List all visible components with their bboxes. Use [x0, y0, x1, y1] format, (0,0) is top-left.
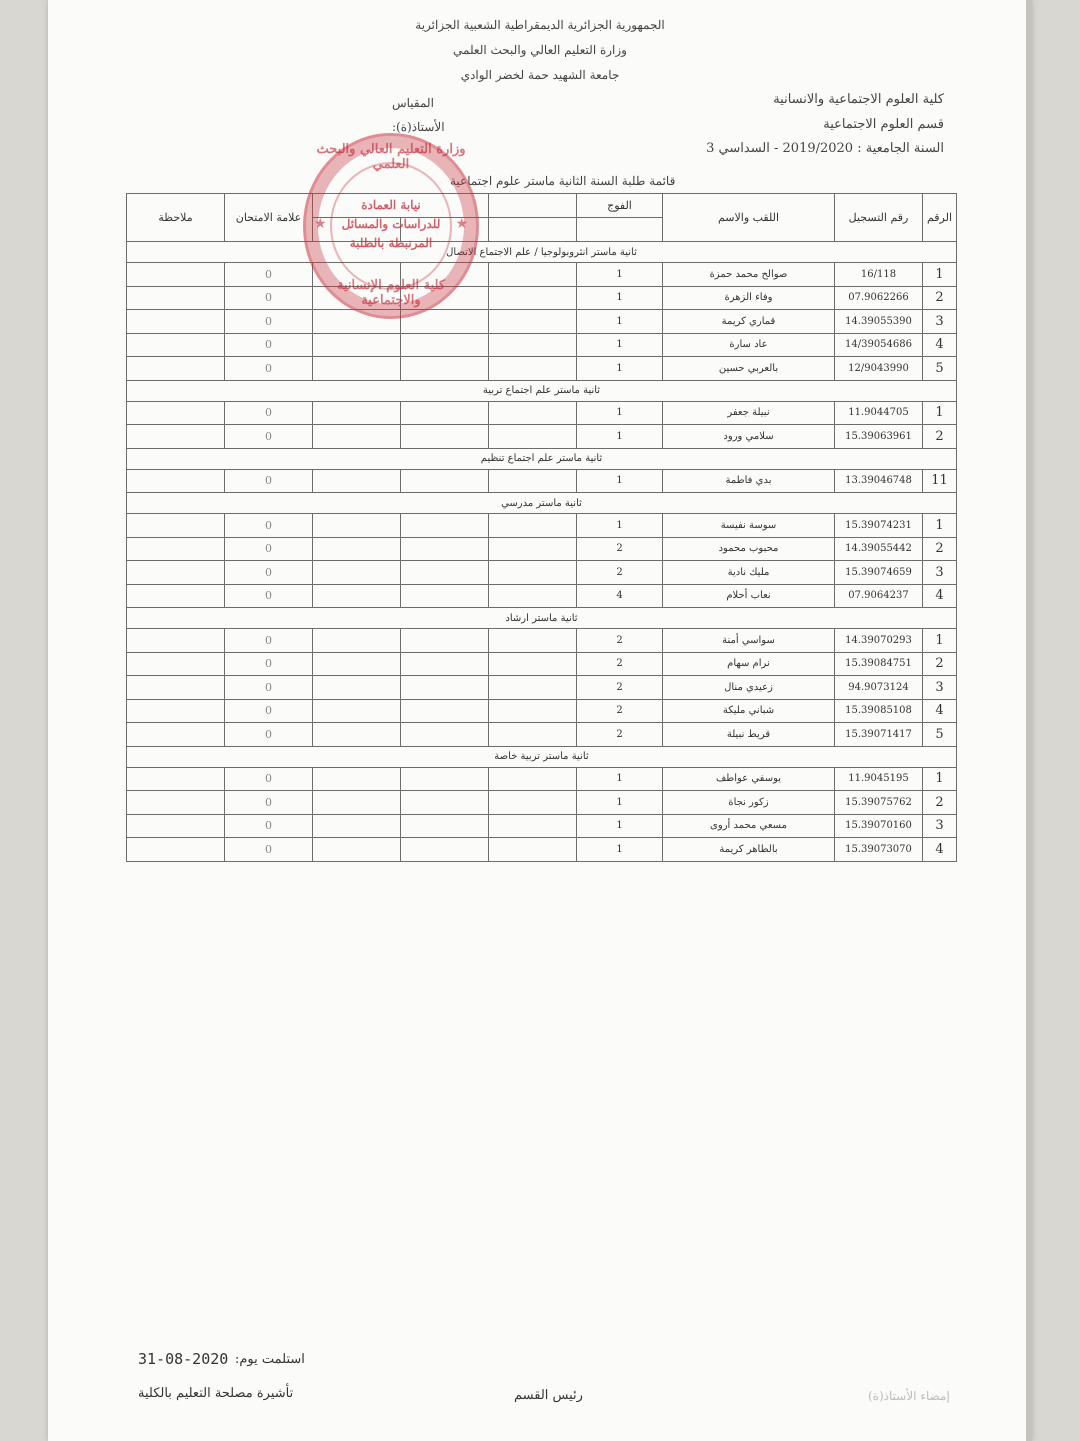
blank-cell — [401, 723, 489, 747]
blank-cell — [489, 791, 577, 815]
header-group: الفوج — [577, 194, 663, 218]
registration-number: 15.39070160 — [835, 814, 923, 838]
exam-grade: 0 — [225, 469, 313, 493]
registration-number: 15.39073070 — [835, 838, 923, 862]
blank-cell — [489, 286, 577, 310]
registration-number: 16/118 — [835, 263, 923, 287]
exam-grade: 0 — [225, 561, 313, 585]
exam-grade: 0 — [225, 401, 313, 425]
blank-cell — [489, 838, 577, 862]
registration-number: 15.39085108 — [835, 699, 923, 723]
page-edge — [1026, 0, 1032, 1441]
header-name: اللقب والاسم — [663, 194, 835, 242]
group-number: 1 — [577, 469, 663, 493]
exam-grade: 0 — [225, 584, 313, 608]
section-row — [127, 746, 957, 767]
note-cell — [127, 537, 225, 561]
table-row — [127, 561, 957, 585]
registration-number: 14.39055442 — [835, 537, 923, 561]
exam-grade: 0 — [225, 791, 313, 815]
subheader-cell — [313, 218, 401, 242]
row-number: 1 — [923, 514, 957, 538]
group-number: 2 — [577, 537, 663, 561]
blank-cell — [489, 699, 577, 723]
student-name: سواسي أمنة — [663, 629, 835, 653]
blank-cell — [313, 357, 401, 381]
blank-cell — [313, 791, 401, 815]
blank-cell — [313, 514, 401, 538]
student-name: قماري كريمة — [663, 310, 835, 334]
table-row — [127, 425, 957, 449]
note-cell — [127, 310, 225, 334]
blank-cell — [313, 723, 401, 747]
student-name: نعاب أحلام — [663, 584, 835, 608]
blank-cell — [401, 310, 489, 334]
group-number: 1 — [577, 310, 663, 334]
blank-cell — [401, 838, 489, 862]
table-row — [127, 791, 957, 815]
blank-cell — [489, 629, 577, 653]
blank-cell — [313, 676, 401, 700]
group-number: 2 — [577, 629, 663, 653]
registration-number: 94.9073124 — [835, 676, 923, 700]
note-cell — [127, 791, 225, 815]
blank-cell — [401, 263, 489, 287]
students-table — [126, 193, 957, 862]
blank-cell — [313, 333, 401, 357]
note-cell — [127, 425, 225, 449]
note-cell — [127, 723, 225, 747]
blank-cell — [489, 310, 577, 334]
blank-cell — [489, 814, 577, 838]
section-row — [127, 448, 957, 469]
exam-grade: 0 — [225, 723, 313, 747]
blank-cell — [489, 263, 577, 287]
faculty-line: كلية العلوم الاجتماعية والانسانية — [773, 92, 944, 107]
table-row — [127, 537, 957, 561]
table-row — [127, 263, 957, 287]
blank-cell — [313, 286, 401, 310]
blank-cell — [401, 357, 489, 381]
stamp-line-1: نيابة العمادة — [361, 198, 421, 212]
exam-grade: 0 — [225, 676, 313, 700]
table-row — [127, 357, 957, 381]
blank-cell — [489, 401, 577, 425]
blank-cell — [489, 561, 577, 585]
table-row — [127, 699, 957, 723]
student-name: عاد سارة — [663, 333, 835, 357]
star-icon: ★ — [455, 216, 468, 232]
exam-grade: 0 — [225, 629, 313, 653]
registration-number: 15.39071417 — [835, 723, 923, 747]
section-title: ثانية ماستر تربية خاصة — [127, 746, 957, 767]
republic-line: الجمهورية الجزائرية الديمقراطية الشعبية الجزائرية — [415, 18, 665, 32]
exam-grade: 0 — [225, 286, 313, 310]
note-cell — [127, 767, 225, 791]
row-number: 5 — [923, 723, 957, 747]
registration-number: 14/39054686 — [835, 333, 923, 357]
exam-grade: 0 — [225, 357, 313, 381]
row-number: 2 — [923, 286, 957, 310]
exam-grade: 0 — [225, 537, 313, 561]
group-number: 2 — [577, 561, 663, 585]
blank-cell — [313, 838, 401, 862]
header-num: الرقم — [923, 194, 957, 242]
exam-grade: 0 — [225, 838, 313, 862]
dept-head: رئيس القسم — [514, 1388, 583, 1403]
registration-number: 14.39070293 — [835, 629, 923, 653]
group-number: 1 — [577, 425, 663, 449]
blank-cell — [401, 333, 489, 357]
professor-label: الأستاذ(ة): — [392, 120, 445, 134]
subheader-cell — [489, 218, 577, 242]
academic-year-line: السنة الجامعية : 2019/2020 - السداسي 3 — [706, 141, 944, 156]
blank-cell — [401, 699, 489, 723]
note-cell — [127, 629, 225, 653]
row-number: 3 — [923, 561, 957, 585]
blank-cell — [401, 401, 489, 425]
student-name: صوالح محمد حمزة — [663, 263, 835, 287]
group-number: 1 — [577, 767, 663, 791]
row-number: 3 — [923, 814, 957, 838]
blank-cell — [401, 584, 489, 608]
table-row — [127, 629, 957, 653]
row-number: 1 — [923, 401, 957, 425]
note-cell — [127, 263, 225, 287]
row-number: 2 — [923, 425, 957, 449]
exam-grade: 0 — [225, 652, 313, 676]
subheader-cell — [577, 218, 663, 242]
registration-number: 15.39074231 — [835, 514, 923, 538]
registration-number: 13.39046748 — [835, 469, 923, 493]
student-name: بالعربي حسين — [663, 357, 835, 381]
ministry-line: وزارة التعليم العالي والبحث العلمي — [453, 43, 627, 57]
student-name: مليك نادية — [663, 561, 835, 585]
blank-cell — [489, 514, 577, 538]
blank-cell — [401, 286, 489, 310]
group-number: 1 — [577, 357, 663, 381]
header-blank-1 — [489, 194, 577, 218]
subject-label: المقياس — [392, 96, 434, 110]
subheader-cell — [401, 218, 489, 242]
registration-number: 14.39055390 — [835, 310, 923, 334]
blank-cell — [313, 584, 401, 608]
student-name: بالطاهر كريمة — [663, 838, 835, 862]
stamp-ring-bottom: كلية العلوم الإنسانية والاجتماعية — [336, 278, 446, 308]
blank-cell — [401, 561, 489, 585]
group-number: 2 — [577, 652, 663, 676]
blank-cell — [401, 425, 489, 449]
registration-number: 11.9045195 — [835, 767, 923, 791]
blank-cell — [401, 629, 489, 653]
table-row — [127, 310, 957, 334]
note-cell — [127, 584, 225, 608]
blank-cell — [401, 514, 489, 538]
blank-cell — [401, 814, 489, 838]
header-reg: رقم التسجيل — [835, 194, 923, 242]
blank-cell — [401, 469, 489, 493]
table-row — [127, 676, 957, 700]
table-row — [127, 401, 957, 425]
star-icon: ★ — [314, 216, 327, 232]
student-name: وفاء الزهرة — [663, 286, 835, 310]
group-number: 2 — [577, 699, 663, 723]
student-name: قريط نبيلة — [663, 723, 835, 747]
note-cell — [127, 286, 225, 310]
exam-grade: 0 — [225, 333, 313, 357]
row-number: 3 — [923, 310, 957, 334]
exam-grade: 0 — [225, 767, 313, 791]
section-title: ثانية ماستر علم اجتماع تربية — [127, 380, 957, 401]
note-cell — [127, 333, 225, 357]
stamp-line-2: للدراسات والمسائل — [341, 217, 441, 231]
exam-grade: 0 — [225, 699, 313, 723]
blank-cell — [489, 333, 577, 357]
department-line: قسم العلوم الاجتماعية — [823, 117, 944, 132]
row-number: 4 — [923, 838, 957, 862]
blank-cell — [489, 767, 577, 791]
table-row — [127, 333, 957, 357]
row-number: 2 — [923, 537, 957, 561]
note-cell — [127, 676, 225, 700]
blank-cell — [313, 699, 401, 723]
exam-grade: 0 — [225, 514, 313, 538]
blank-cell — [401, 537, 489, 561]
group-number: 2 — [577, 723, 663, 747]
table-row — [127, 652, 957, 676]
student-name: زعيدي منال — [663, 676, 835, 700]
note-cell — [127, 357, 225, 381]
registration-number: 07.9064237 — [835, 584, 923, 608]
exam-grade: 0 — [225, 425, 313, 449]
blank-cell — [313, 814, 401, 838]
registration-number: 15.39074659 — [835, 561, 923, 585]
note-cell — [127, 514, 225, 538]
blank-cell — [489, 676, 577, 700]
header-blank-2 — [313, 194, 489, 218]
table-row — [127, 838, 957, 862]
exam-grade: 0 — [225, 310, 313, 334]
group-number: 1 — [577, 286, 663, 310]
section-title: ثانية ماستر مدرسي — [127, 493, 957, 514]
table-row — [127, 584, 957, 608]
section-title: ثانية ماستر علم اجتماع تنظيم — [127, 448, 957, 469]
blank-cell — [401, 767, 489, 791]
table-row — [127, 723, 957, 747]
group-number: 1 — [577, 791, 663, 815]
blank-cell — [313, 263, 401, 287]
row-number: 1 — [923, 629, 957, 653]
group-number: 2 — [577, 676, 663, 700]
blank-cell — [489, 723, 577, 747]
blank-cell — [313, 767, 401, 791]
header-grade: علامة الامتحان — [225, 194, 313, 242]
row-number: 1 — [923, 263, 957, 287]
student-name: يوسفي عواطف — [663, 767, 835, 791]
row-number: 4 — [923, 333, 957, 357]
exam-grade: 0 — [225, 814, 313, 838]
section-title: ثانية ماستر ارشاد — [127, 608, 957, 629]
group-number: 1 — [577, 814, 663, 838]
note-cell — [127, 838, 225, 862]
section-row — [127, 380, 957, 401]
student-name: مسعي محمد أروى — [663, 814, 835, 838]
section-title: ثانية ماستر انثروبولوجيا / علم الاجتماع الاتصال — [127, 242, 957, 263]
student-name: محبوب محمود — [663, 537, 835, 561]
header-note: ملاحظة — [127, 194, 225, 242]
table-row — [127, 286, 957, 310]
student-name: سلامي ورود — [663, 425, 835, 449]
registration-number: 11.9044705 — [835, 401, 923, 425]
blank-cell — [401, 652, 489, 676]
group-number: 1 — [577, 401, 663, 425]
blank-cell — [313, 537, 401, 561]
received-label: استلمت يوم: — [235, 1352, 305, 1367]
group-number: 4 — [577, 584, 663, 608]
registration-number: 07.9062266 — [835, 286, 923, 310]
registration-number: 15.39084751 — [835, 652, 923, 676]
blank-cell — [489, 584, 577, 608]
registration-number: 15.39075762 — [835, 791, 923, 815]
blank-cell — [489, 469, 577, 493]
stamp-line-3: المرتبطة بالطلبة — [349, 236, 433, 250]
group-number: 1 — [577, 514, 663, 538]
section-row — [127, 608, 957, 629]
row-number: 5 — [923, 357, 957, 381]
note-cell — [127, 652, 225, 676]
blank-cell — [401, 676, 489, 700]
group-number: 1 — [577, 263, 663, 287]
row-number: 4 — [923, 699, 957, 723]
blank-cell — [489, 425, 577, 449]
student-name: نبيلة جعفر — [663, 401, 835, 425]
note-cell — [127, 561, 225, 585]
table-row — [127, 814, 957, 838]
section-row — [127, 493, 957, 514]
blank-cell — [313, 401, 401, 425]
exam-grade: 0 — [225, 263, 313, 287]
student-name: شباني مليكة — [663, 699, 835, 723]
table-row — [127, 767, 957, 791]
professor-signature: إمضاء الأستاذ(ة) — [868, 1389, 950, 1403]
row-number: 1 — [923, 767, 957, 791]
row-number: 3 — [923, 676, 957, 700]
row-number: 4 — [923, 584, 957, 608]
note-cell — [127, 699, 225, 723]
group-number: 1 — [577, 333, 663, 357]
received-date: 31-08-2020 — [138, 1350, 229, 1368]
blank-cell — [313, 652, 401, 676]
group-number: 1 — [577, 838, 663, 862]
blank-cell — [313, 629, 401, 653]
row-number: 11 — [923, 469, 957, 493]
row-number: 2 — [923, 652, 957, 676]
blank-cell — [313, 561, 401, 585]
note-cell — [127, 401, 225, 425]
note-cell — [127, 814, 225, 838]
list-title: قائمة طلبة السنة الثانية ماستر علوم اجتماعية — [450, 174, 676, 188]
student-name: بدي فاطمة — [663, 469, 835, 493]
blank-cell — [313, 310, 401, 334]
registration-number: 15.39063961 — [835, 425, 923, 449]
student-name: نرام سهام — [663, 652, 835, 676]
section-row — [127, 242, 957, 263]
blank-cell — [489, 537, 577, 561]
blank-cell — [313, 469, 401, 493]
blank-cell — [489, 652, 577, 676]
blank-cell — [401, 791, 489, 815]
blank-cell — [313, 425, 401, 449]
university-line: جامعة الشهيد حمة لخضر الوادي — [460, 68, 620, 82]
note-cell — [127, 469, 225, 493]
row-number: 2 — [923, 791, 957, 815]
table-row — [127, 469, 957, 493]
faculty-visa: تأشيرة مصلحة التعليم بالكلية — [138, 1386, 294, 1401]
student-name: زكور نجاة — [663, 791, 835, 815]
student-name: سوسة نفيسة — [663, 514, 835, 538]
registration-number: 12/9043990 — [835, 357, 923, 381]
table-header-row — [127, 194, 957, 218]
table-row — [127, 514, 957, 538]
blank-cell — [489, 357, 577, 381]
stamp-ring-top: وزارة التعليم العالي والبحث العلمي — [316, 142, 466, 172]
